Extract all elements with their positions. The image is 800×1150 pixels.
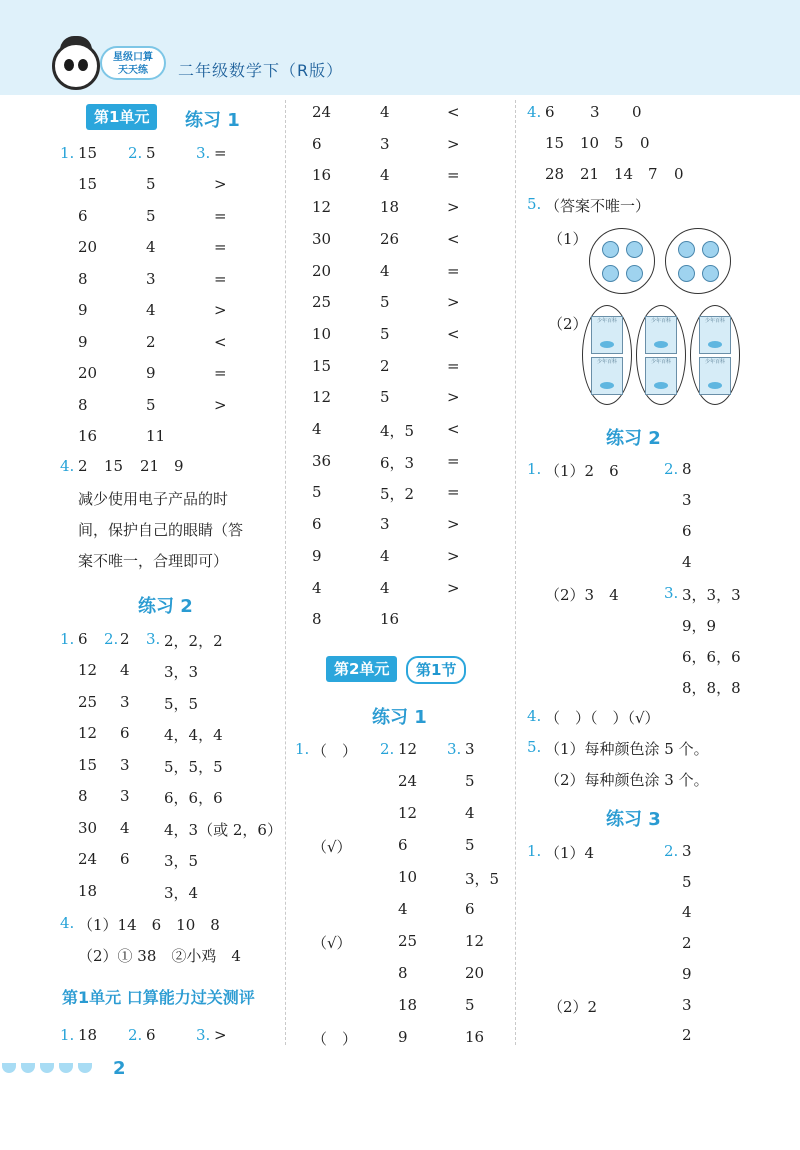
answer-text: 间，保护自己的眼睛（答	[78, 521, 244, 539]
answer: 15	[78, 175, 98, 193]
answer: =	[447, 166, 460, 185]
column-divider-1	[285, 100, 286, 1045]
question-number: 1.	[60, 1026, 75, 1044]
answer: 4	[465, 804, 475, 822]
answer: 5	[465, 772, 475, 790]
answer: 12	[312, 388, 332, 407]
apple-icon	[702, 265, 719, 282]
question-number: 2.	[128, 1026, 143, 1044]
series-logo	[100, 46, 166, 80]
unit1-test-title: 第1单元 口算能力过关测评	[62, 988, 255, 1007]
answer: 5	[146, 144, 156, 162]
answer: 5，5，5	[164, 757, 223, 776]
page-number: 2	[113, 1058, 126, 1079]
answer: 0	[674, 165, 684, 183]
question-number: 2.	[128, 144, 143, 162]
section1-badge: 第1节	[406, 656, 466, 684]
answer: >	[447, 388, 460, 407]
answer: 9	[146, 364, 156, 382]
answer: =	[447, 451, 460, 470]
answer: 4	[146, 301, 156, 319]
answer: 3	[120, 692, 130, 711]
answer: （ ）	[312, 1030, 358, 1048]
book-icon: 少年百科	[591, 357, 623, 395]
answer-text: 减少使用电子产品的时	[78, 490, 229, 508]
answer: （2）3 4	[545, 586, 619, 604]
answer: 18	[78, 1026, 98, 1044]
answer: 20	[312, 261, 332, 280]
answer: 21	[140, 457, 160, 475]
answer: 12	[398, 740, 418, 758]
answer: <	[214, 332, 227, 351]
answer: （√）	[312, 934, 352, 952]
apple-icon	[678, 241, 695, 258]
answer: 9	[398, 1028, 408, 1046]
unit1-badge: 第1单元	[86, 104, 157, 130]
answer: 12	[312, 198, 332, 217]
answer: 12	[465, 932, 485, 950]
answer: 3，5	[164, 852, 199, 870]
answer: 9	[682, 964, 692, 983]
apple-icon	[702, 241, 719, 258]
answer: 18	[398, 996, 418, 1014]
answer: （2）① 38 ②小鸡 4	[78, 947, 241, 965]
apple-icon	[626, 265, 643, 282]
apple-icon	[626, 241, 643, 258]
answer: >	[214, 175, 227, 193]
answer: （1）每种颜色涂 5 个。	[545, 740, 709, 758]
answer: 18	[78, 881, 98, 900]
answer: 21	[580, 165, 600, 183]
answer: 2	[682, 934, 692, 953]
answer: 3，3	[164, 663, 199, 681]
answer: 3，5	[465, 870, 500, 888]
footer-dot	[40, 1063, 54, 1073]
answer: （1）2 6	[545, 462, 619, 480]
question-number: 2.	[104, 630, 119, 648]
answer: 24	[78, 850, 98, 868]
answer: <	[447, 420, 460, 438]
answer: 3	[465, 740, 475, 758]
answer: >	[447, 198, 460, 217]
answer: 12	[398, 804, 418, 822]
answer: 5	[146, 175, 156, 193]
answer: 12	[78, 724, 98, 742]
book-icon: 少年百科	[645, 357, 677, 395]
book-title: 二年级数学下（R版）	[178, 61, 344, 80]
answer: 8	[78, 395, 88, 414]
answer: 18	[380, 198, 400, 217]
footer-dot	[2, 1063, 16, 1073]
question-number: 3.	[447, 740, 462, 758]
series-logo-line1: 星级口算	[113, 52, 153, 63]
answer: 2	[682, 1026, 692, 1045]
answer: =	[214, 144, 227, 162]
answer: 4	[380, 578, 390, 597]
answer: >	[447, 546, 460, 565]
answer: 6，6，6	[682, 648, 741, 666]
answer: 6	[120, 850, 130, 868]
answer: 2	[380, 356, 390, 375]
answer: 3，3，3	[682, 586, 741, 604]
col1-ex2-title: 练习 2	[138, 596, 193, 617]
answer: >	[214, 301, 227, 319]
answer: 25	[78, 692, 98, 711]
answer: 6，3	[380, 453, 415, 472]
answer: 9	[312, 546, 322, 565]
question-number: 1.	[295, 740, 310, 758]
book-icon: 少年百科	[591, 316, 623, 354]
col3-ex2-title: 练习 2	[606, 428, 661, 449]
mascot-logo-icon	[52, 42, 100, 90]
answer: 24	[398, 772, 418, 790]
question-number: 2.	[664, 842, 679, 860]
answer: 20	[465, 964, 485, 982]
answer: 6	[312, 515, 322, 534]
answer: 8	[78, 787, 88, 805]
answer: 20	[78, 238, 98, 256]
footer-dot	[21, 1063, 35, 1073]
question-number: 2.	[664, 460, 679, 478]
answer: 11	[146, 427, 166, 445]
answer: 25	[312, 293, 332, 312]
answer: （1）14 6 10 8	[78, 916, 220, 934]
answer: 6	[78, 630, 88, 648]
answer: =	[447, 261, 460, 280]
answer: 10	[398, 868, 418, 886]
answer: >	[447, 293, 460, 312]
question-number: 1.	[527, 842, 542, 860]
book-icon: 少年百科	[645, 316, 677, 354]
apple-icon	[602, 265, 619, 282]
answer: 30	[312, 229, 332, 248]
answer: 5	[614, 134, 624, 152]
answer: 16	[312, 166, 332, 185]
answer: 5，2	[380, 485, 415, 504]
answer: 15	[312, 356, 332, 375]
question-number: 4.	[60, 457, 75, 475]
answer: 5	[312, 483, 322, 502]
answer: 6	[78, 206, 88, 225]
col3-ex3-title: 练习 3	[606, 809, 661, 830]
answer: 3	[682, 491, 692, 509]
answer: 10	[312, 324, 332, 343]
answer: （ ）	[312, 742, 358, 760]
answer: <	[447, 229, 460, 248]
answer: 16	[78, 427, 98, 445]
question-number: 1.	[527, 460, 542, 478]
answer: 9	[78, 301, 88, 319]
question-number: 5.	[527, 738, 542, 756]
answer: 6	[312, 134, 322, 153]
unit2-badge: 第2单元	[326, 656, 397, 682]
answer: 8，8，8	[682, 679, 741, 697]
answer: 4	[682, 553, 692, 571]
answer: 4	[398, 900, 408, 918]
answer: （1）4	[545, 844, 595, 862]
question-number: 3.	[196, 1026, 211, 1044]
answer: 5	[146, 206, 156, 225]
answer: 14	[614, 165, 634, 183]
apple-group-circle	[589, 228, 655, 294]
answer: 24	[312, 103, 332, 121]
series-logo-line2: 天天练	[118, 65, 148, 76]
answer: 3	[146, 269, 156, 288]
header-wave-border	[0, 84, 800, 95]
answer: 3	[682, 842, 692, 860]
answer: <	[447, 103, 460, 121]
question-number: 4.	[527, 707, 542, 725]
book-icon: 少年百科	[699, 316, 731, 354]
answer: 7	[648, 165, 658, 183]
question-number: 3.	[196, 144, 211, 162]
answer: 4，3（或 2，6）	[164, 820, 282, 839]
apple-icon	[602, 241, 619, 258]
answer: 4	[312, 420, 322, 438]
answer: 4	[380, 166, 390, 185]
answer: 4	[120, 661, 130, 679]
answer: 6	[146, 1026, 156, 1044]
question-number: 1.	[60, 630, 75, 648]
answer: 5	[146, 395, 156, 414]
answer: 20	[78, 364, 98, 382]
answer: 4，4，4	[164, 726, 223, 744]
answer: 0	[632, 103, 642, 121]
answer: 5	[465, 996, 475, 1014]
answer: 5	[380, 388, 390, 407]
answer: 2	[146, 332, 156, 351]
answer: >	[214, 1026, 227, 1044]
answer-note: （答案不唯一）	[545, 197, 651, 215]
col2-ex1-title: 练习 1	[372, 707, 427, 728]
answer: =	[447, 483, 460, 502]
answer: =	[214, 364, 227, 382]
answer-text: 案不唯一，合理即可）	[78, 552, 229, 570]
footer-dot	[59, 1063, 73, 1073]
answer: 2	[78, 457, 88, 475]
answer: 0	[640, 134, 650, 152]
answer: >	[447, 515, 460, 534]
answer: 3	[590, 103, 600, 121]
answer: 9	[78, 332, 88, 351]
answer: （2）每种颜色涂 3 个。	[545, 771, 709, 789]
answer: 5，5	[164, 694, 199, 713]
answer: 6	[545, 103, 555, 121]
answer: 5	[465, 836, 475, 854]
answer: 4	[120, 818, 130, 837]
answer: 8	[312, 610, 322, 629]
question-number: 3.	[664, 584, 679, 602]
answer: 4	[380, 546, 390, 565]
question-number: 3.	[146, 630, 161, 648]
answer: 16	[380, 610, 400, 629]
answer: 3	[380, 515, 390, 534]
answer: 25	[398, 932, 418, 950]
answer: 2，2，2	[164, 632, 223, 650]
part-label: （2）	[548, 315, 588, 333]
answer: =	[214, 206, 227, 225]
answer: 10	[580, 134, 600, 152]
answer: 4	[312, 578, 322, 597]
answer: 4	[682, 903, 692, 922]
answer: 6	[465, 900, 475, 918]
apple-icon	[678, 265, 695, 282]
answer: =	[447, 356, 460, 375]
answer: 36	[312, 451, 332, 470]
answer: （2）2	[548, 998, 598, 1016]
question-number: 2.	[380, 740, 395, 758]
answer: 3	[682, 995, 692, 1014]
part-label: （1）	[548, 230, 588, 248]
answer: 15	[104, 457, 124, 475]
answer: 6，6，6	[164, 789, 223, 807]
answer: =	[214, 269, 227, 288]
answer: 9，9	[682, 617, 717, 635]
answer: 8	[398, 964, 408, 982]
question-number: 4.	[60, 914, 75, 932]
answer: 4	[380, 103, 390, 121]
answer: 30	[78, 818, 98, 837]
answer: 9	[174, 457, 184, 475]
answer: 4	[380, 261, 390, 280]
answer: 16	[465, 1028, 485, 1046]
answer: 3	[120, 787, 130, 805]
answer: >	[447, 134, 460, 153]
answer: 28	[545, 165, 565, 183]
answer: 15	[78, 144, 98, 162]
answer: 15	[545, 134, 565, 152]
answer: >	[447, 578, 460, 597]
answer: <	[447, 324, 460, 343]
answer: 15	[78, 755, 98, 774]
answer: 3，4	[164, 883, 199, 902]
answer: 8	[78, 269, 88, 288]
answer: （√）	[312, 838, 352, 856]
answer: 4	[146, 238, 156, 256]
answer: 5	[380, 293, 390, 312]
answer: 3	[380, 134, 390, 153]
question-number: 1.	[60, 144, 75, 162]
answer: 5	[682, 872, 692, 891]
answer: 3	[120, 755, 130, 774]
answer: 8	[682, 460, 692, 478]
question-number: 4.	[527, 103, 542, 121]
answer: （ ）（ ）（√）	[545, 709, 660, 727]
col1-ex1-title: 练习 1	[185, 110, 240, 131]
footer-dot	[78, 1063, 92, 1073]
answer: 6	[120, 724, 130, 742]
question-number: 5.	[527, 195, 542, 213]
answer: 6	[398, 836, 408, 854]
column-divider-2	[515, 100, 516, 1045]
apple-group-circle	[665, 228, 731, 294]
answer: =	[214, 238, 227, 256]
answer: 26	[380, 229, 400, 248]
answer: 6	[682, 522, 692, 540]
answer: 5	[380, 324, 390, 343]
answer: 2	[120, 630, 130, 648]
answer: 4，5	[380, 422, 415, 440]
book-icon: 少年百科	[699, 357, 731, 395]
answer: >	[214, 395, 227, 414]
answer: 12	[78, 661, 98, 679]
